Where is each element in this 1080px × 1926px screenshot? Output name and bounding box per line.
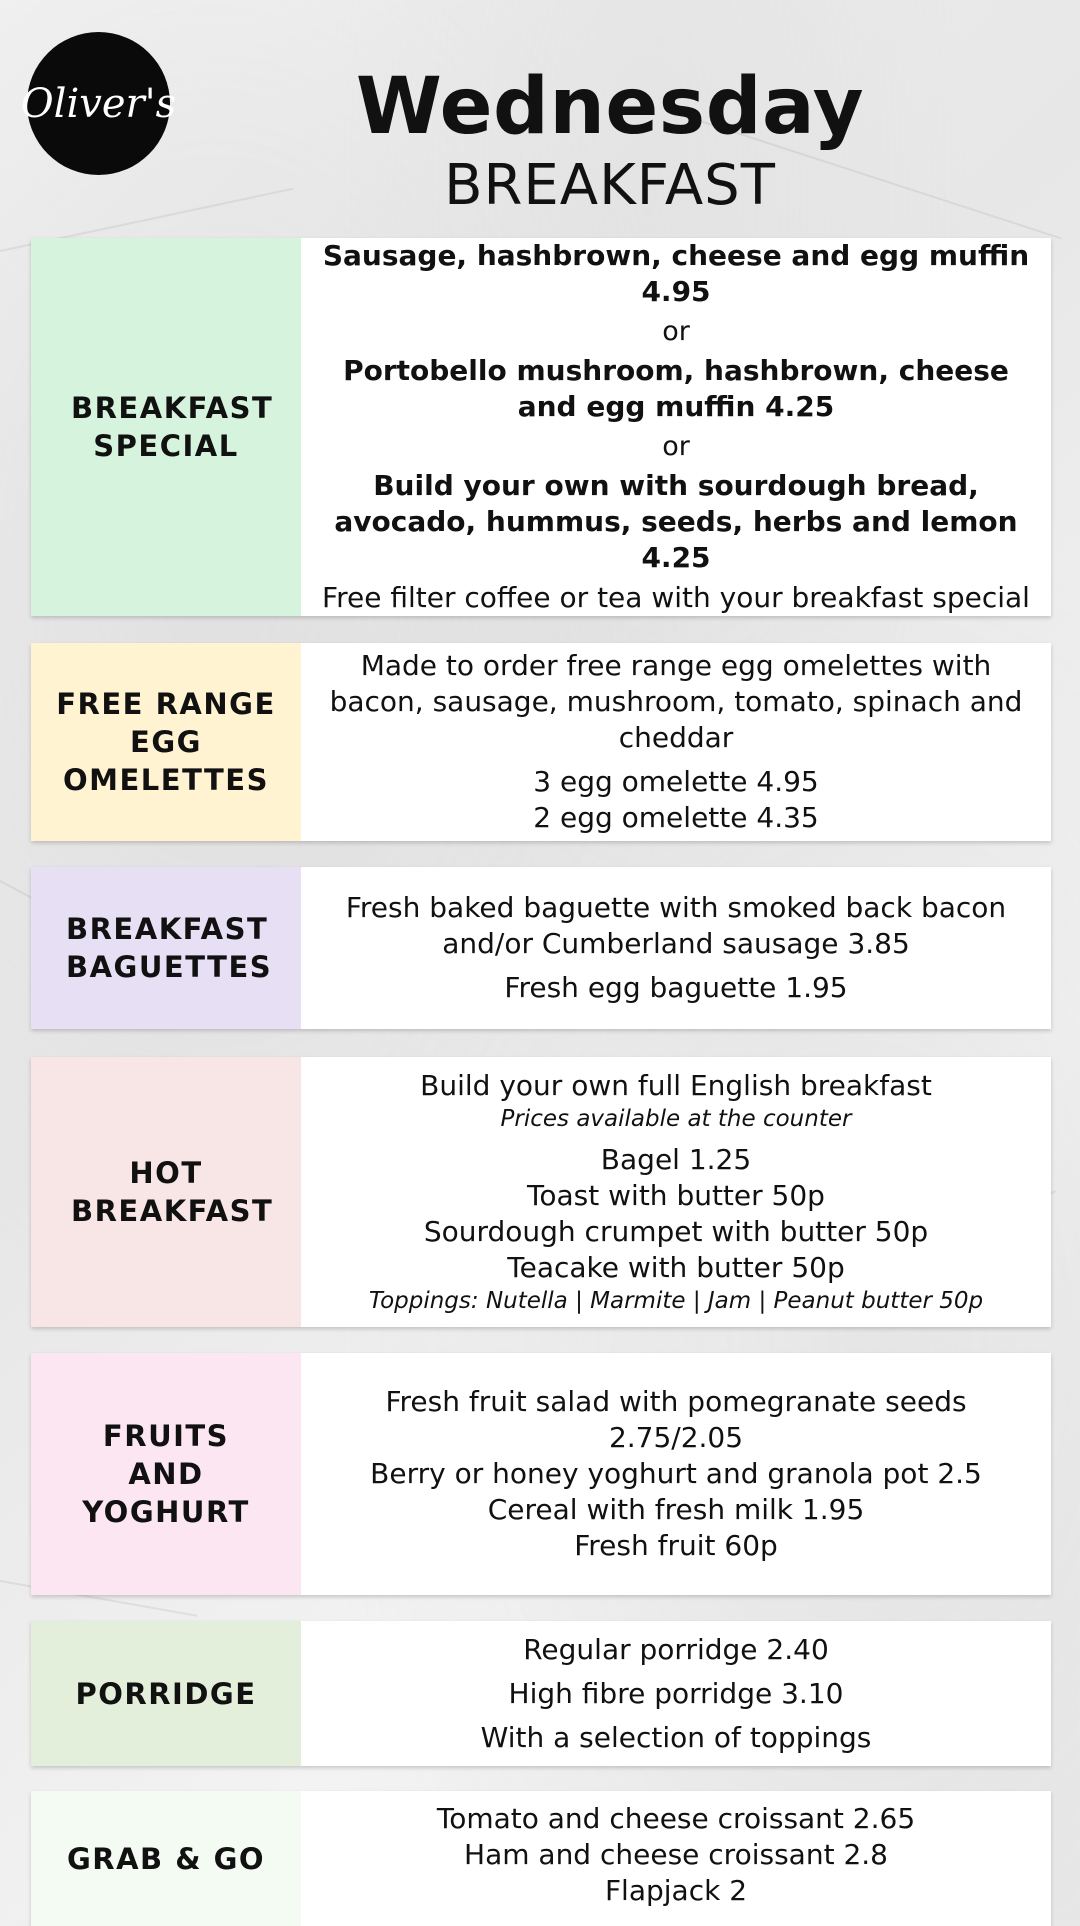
menu-item: Build your own full English breakfast bbox=[420, 1069, 932, 1102]
menu-item: Tomato and cheese croissant 2.65 bbox=[436, 1802, 916, 1835]
section-porridge bbox=[31, 1621, 1051, 1766]
menu-toppings: Toppings: Nutella | Marmite | Jam | Peanut butter 50p bbox=[368, 1288, 984, 1314]
menu-item: Fresh fruit 60p bbox=[574, 1529, 778, 1562]
section-menu bbox=[301, 1353, 1051, 1595]
menu-item: 3 egg omelette 4.95 bbox=[533, 765, 819, 798]
menu-item: Flapjack 2 bbox=[604, 1874, 748, 1907]
section-title: GRAB & GO bbox=[66, 1841, 266, 1876]
section-label bbox=[31, 1057, 301, 1327]
section-title: BREAKFAST BAGUETTES bbox=[66, 912, 273, 984]
section-menu bbox=[301, 1791, 1051, 1926]
menu-item: Teacake with butter 50p bbox=[507, 1251, 845, 1284]
section-label bbox=[31, 1791, 301, 1926]
section-title: BREAKFAST SPECIAL bbox=[71, 391, 274, 463]
section-menu bbox=[301, 643, 1051, 841]
menu-item: High fibre porridge 3.10 bbox=[508, 1676, 844, 1710]
menu-item: Portobello mushroom, hashbrown, cheese and egg muffin 4.25 bbox=[343, 354, 1009, 424]
section-menu bbox=[301, 1057, 1051, 1327]
section-menu bbox=[301, 1621, 1051, 1766]
menu-item: With a selection of toppings bbox=[480, 1720, 872, 1754]
section-title: FREE RANGE EGG OMELETTES bbox=[56, 687, 276, 797]
section-title: FRUITS AND YOGHURT bbox=[82, 1419, 250, 1529]
menu-item: Build your own with sourdough bread, avocado, hummus, seeds, herbs and lemon 4.25 bbox=[334, 469, 1018, 575]
logo-text: Oliver's bbox=[20, 80, 177, 127]
menu-item: Sausage, hashbrown, cheese and egg muffin 4.95 bbox=[322, 239, 1030, 309]
menu-item: Fresh egg baguette 1.95 bbox=[504, 971, 848, 1004]
section-label bbox=[31, 238, 301, 616]
menu-note: Prices available at the counter bbox=[500, 1106, 852, 1132]
or-separator: or bbox=[662, 430, 690, 462]
page-title: Wednesday bbox=[355, 62, 865, 152]
menu-item: Cereal with fresh milk 1.95 bbox=[487, 1493, 865, 1526]
section-menu bbox=[301, 867, 1051, 1029]
section-label bbox=[31, 867, 301, 1029]
page-subtitle: BREAKFAST bbox=[444, 153, 776, 218]
section-label bbox=[31, 1353, 301, 1595]
menu-item: Bagel 1.25 bbox=[600, 1143, 752, 1176]
menu-item: Toast with butter 50p bbox=[527, 1179, 825, 1212]
menu-item: Berry or honey yoghurt and granola pot 2.5 bbox=[370, 1457, 982, 1490]
menu-item: Ham and cheese croissant 2.8 bbox=[464, 1838, 888, 1871]
section-title: HOT BREAKFAST bbox=[71, 1156, 274, 1228]
section-omelettes bbox=[31, 643, 1051, 841]
section-grab-and-go bbox=[31, 1791, 1051, 1926]
section-label bbox=[31, 643, 301, 841]
menu-item: Fresh fruit salad with pomegranate seeds 2.75/2.05 bbox=[385, 1385, 967, 1454]
menu-item: Fresh baked baguette with smoked back bacon and/or Cumberland sausage 3.85 bbox=[345, 891, 1007, 960]
menu-item: Regular porridge 2.40 bbox=[523, 1632, 829, 1666]
menu-item: 2 egg omelette 4.35 bbox=[533, 801, 819, 834]
section-baguettes bbox=[31, 867, 1051, 1029]
menu-item: Sourdough crumpet with butter 50p bbox=[423, 1215, 929, 1248]
section-title: PORRIDGE bbox=[75, 1676, 257, 1711]
menu-note: Free filter coffee or tea with your breakfast special bbox=[322, 580, 1030, 614]
section-fruits-yoghurt bbox=[31, 1353, 1051, 1595]
menu-description: Made to order free range egg omelettes with bacon, sausage, mushroom, tomato, spinach and cheddar bbox=[329, 649, 1023, 754]
section-menu bbox=[301, 238, 1051, 616]
or-separator: or bbox=[662, 315, 690, 347]
section-label bbox=[31, 1621, 301, 1766]
section-breakfast-special bbox=[31, 238, 1051, 616]
section-hot-breakfast bbox=[31, 1057, 1051, 1327]
brand-logo bbox=[20, 32, 177, 175]
